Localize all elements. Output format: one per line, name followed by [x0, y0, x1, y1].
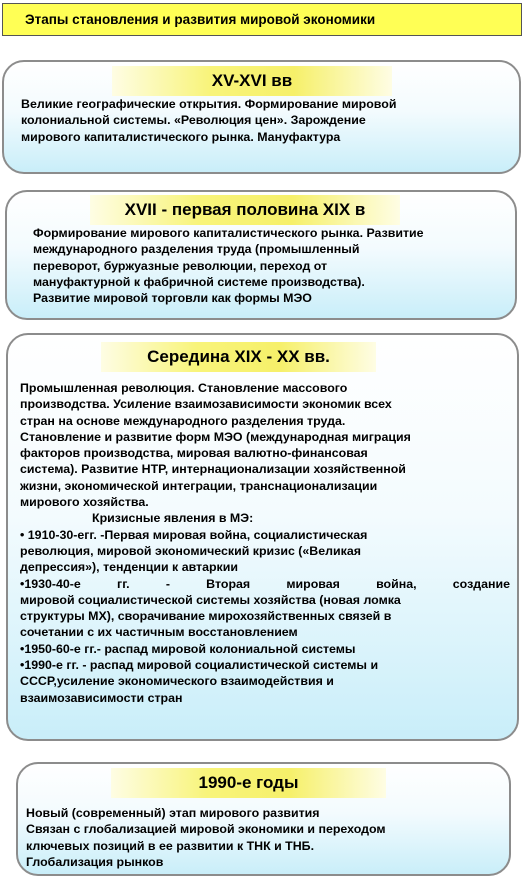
text-line: СССР,усиление экономического взаимодействия и [20, 674, 334, 689]
stage-description [21, 96, 396, 145]
text-line: Промышленная революция. Становление массового [20, 381, 348, 395]
stage-heading: XV-XVI вв [112, 66, 392, 96]
stage-description [26, 805, 386, 870]
text-line: факторов производства, мировая валютно-финансовая [20, 446, 368, 461]
stage-heading: 1990-е годы [111, 768, 386, 798]
bullet-item: •1930-40-е гг. - Вторая мировая война, создание [20, 576, 510, 591]
text-line: жизни, экономической интеграции, транснационализации [20, 478, 378, 493]
text-line: переворот, буржуазные революции, переход от [33, 258, 328, 273]
text-line: Формирование мирового капиталистического рынка. Развитие [33, 226, 424, 240]
text-line: сочетании с их частичным восстановлением [20, 625, 298, 640]
text-line: депрессия»), тенденции к автаркии [20, 560, 238, 575]
stage-panel-1990s [16, 762, 511, 876]
stage-panel-19-20-centuries [6, 333, 519, 741]
text-line: ключевых позиций в ее развитии к ТНК и ТНБ. [26, 838, 315, 853]
text-line: взаимозависимости стран [20, 690, 183, 705]
stage-description [20, 380, 510, 706]
text-line: Глобализация рынков [26, 854, 164, 869]
stage-panel-17-19-centuries [5, 190, 517, 320]
text-line: мировой социалистической системы хозяйства (новая ломка [20, 592, 401, 607]
bullet-item: •1990-е гг. - распад мировой социалистической системы и [20, 658, 379, 673]
text-line: стран на основе международного разделения труда. [20, 413, 346, 428]
bullet-item: •1950-60-е гг.- распад мировой колониальной системы [20, 641, 356, 656]
text-line: Великие географические открытия. Формирование мировой [21, 97, 397, 111]
text-line: мануфактурной к фабричной системе производства). [33, 274, 365, 289]
stage-heading: Середина XIX - XX вв. [101, 342, 376, 372]
bullet-item: • 1910-30-егг. -Первая мировая война, социалистическая [20, 527, 368, 542]
text-line: Новый (современный) этап мирового развития [26, 806, 320, 820]
crisis-subheading: Кризисные явления в МЭ: [92, 511, 254, 526]
page-title: Этапы становления и развития мировой экономики [2, 3, 522, 36]
text-line: колониальной системы. «Революция цен». Зарождение [21, 113, 366, 128]
text-line: революция, мировой экономический кризис («Великая [20, 543, 361, 558]
text-line: структуры МХ), сворачивание мирохозяйственных связей в [20, 609, 392, 624]
text-line: Связан с глобализацией мировой экономики и переходом [26, 822, 386, 837]
stage-description [33, 225, 424, 306]
stage-panel-15-16-centuries [2, 60, 521, 174]
text-line: международного разделения труда (промышленный [33, 242, 360, 257]
text-line: система). Развитие НТР, интернационализации хозяйственной [20, 462, 406, 477]
text-line: Развитие мировой торговли как формы МЭО [33, 291, 312, 306]
text-line: мирового капиталистического рынка. Мануфактура [21, 129, 341, 144]
text-line: производства. Усиление взаимозависимости экономик всех [20, 397, 392, 412]
text-line: мирового хозяйства. [20, 495, 149, 510]
stage-heading: XVII - первая половина XIX в [90, 195, 400, 225]
text-line: Становление и развитие форм МЭО (международная миграция [20, 429, 411, 444]
